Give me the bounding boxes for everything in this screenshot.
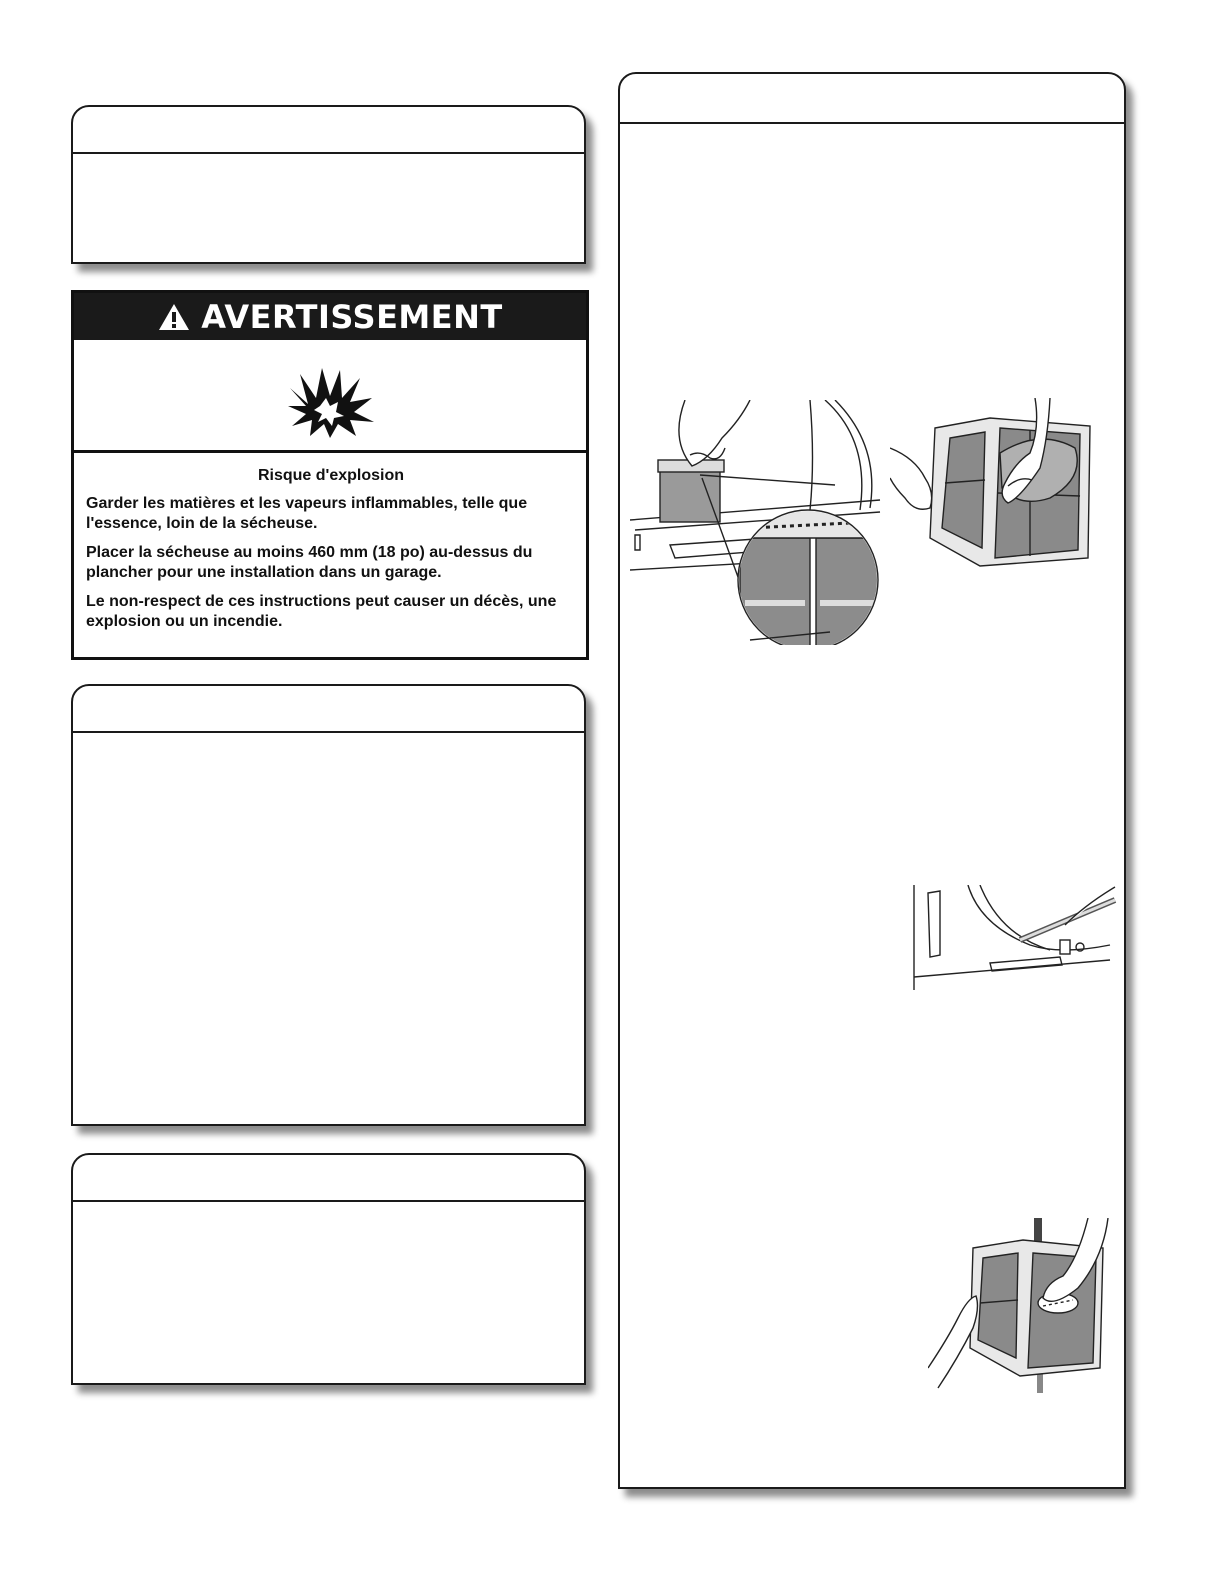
lint-screen-removal-illustration: [630, 400, 885, 645]
instructions-box-header: [620, 74, 1124, 124]
info-box-top: [71, 105, 586, 264]
warning-banner: [74, 293, 586, 340]
warning-subtitle: Risque d'explosion: [257, 467, 405, 484]
warning-panel: [71, 290, 589, 660]
warning-text: [86, 467, 576, 641]
warning-paragraph-3: Le non-respect de ces instructions peut causer un décès, une explosion ou un incendie.: [86, 593, 557, 630]
warning-triangle-icon: [157, 302, 191, 332]
info-box-bottom-header: [73, 1155, 584, 1202]
warning-paragraph-1: Garder les matières et les vapeurs inflammables, telle que l'essence, loin de la sécheuse.: [86, 495, 528, 532]
explosion-hazard-icon: [286, 366, 376, 438]
dryer-opening-vacuum-illustration: [910, 885, 1120, 993]
lint-screen-washing-illustration: [928, 1218, 1118, 1393]
info-box-bottom: [71, 1153, 586, 1385]
lint-screen-cleaning-illustration: [890, 398, 1105, 578]
warning-title: AVERTISSEMENT: [201, 297, 503, 336]
info-box-top-header: [73, 107, 584, 154]
info-box-middle-header: [73, 686, 584, 733]
warning-symbol-area: [74, 340, 586, 453]
info-box-middle: [71, 684, 586, 1126]
warning-paragraph-2: Placer la sécheuse au moins 460 mm (18 po) au-dessus du plancher pour une installation dans un garage.: [86, 544, 533, 581]
